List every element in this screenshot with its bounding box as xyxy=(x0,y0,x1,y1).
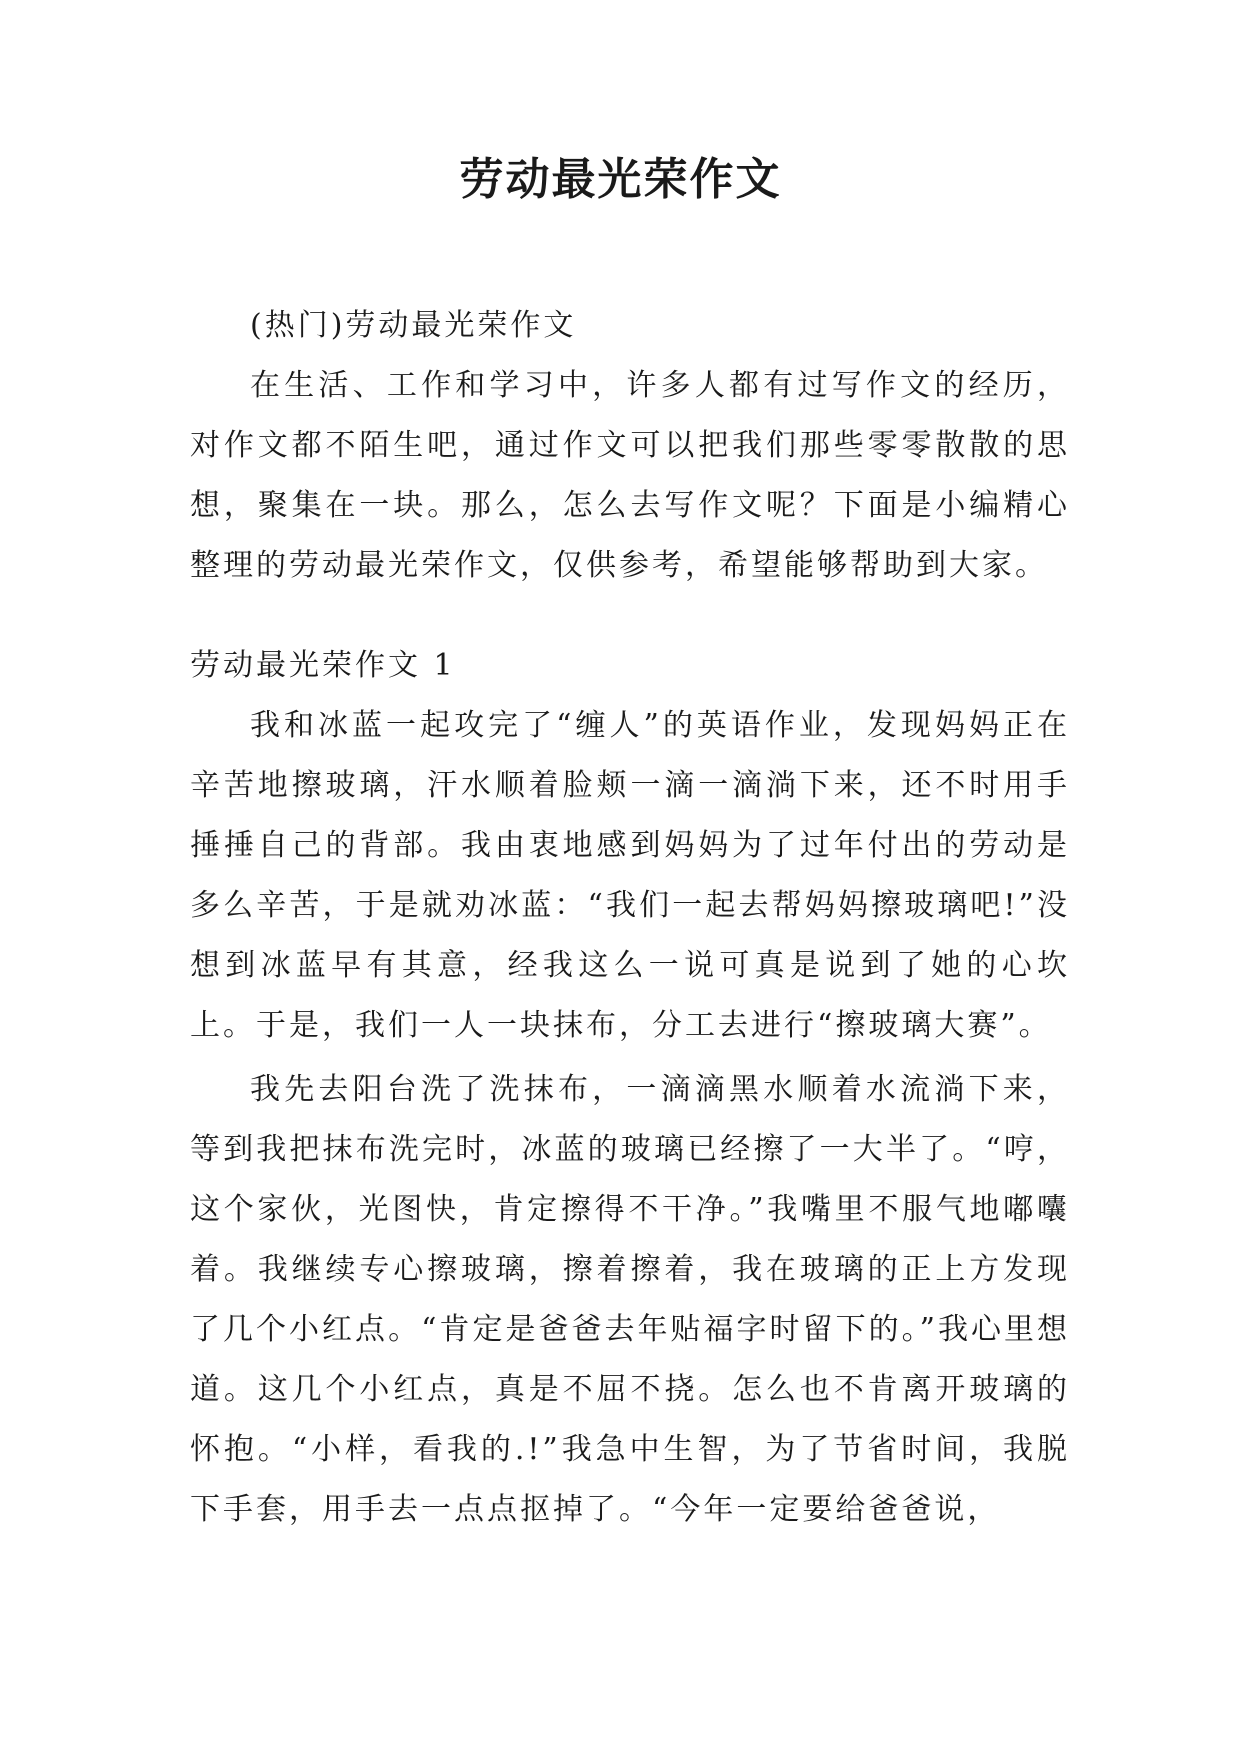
body-paragraph: 我先去阳台洗了洗抹布，一滴滴黑水顺着水流淌下来，等到我把抹布洗完时，冰蓝的玻璃已经擦了一大半了。“哼，这个家伙，光图快，肯定擦得不干净。”我嘴里不服气地嘟囔着。我继续专心擦玻璃，擦着擦着，我在玻璃的正上方发现了几个小红点。“肯定是爸爸去年贴福字时留下的。”我心里想道。这几个小红点，真是不屈不挠。怎么也不肯离开玻璃的怀抱。“小样，看我的.!”我急中生智，为了节省时间，我脱下手套，用手去一点点抠掉了。“今年一定要给爸爸说， xyxy=(190,1072,1070,1527)
document-subtitle: (热门)劳动最光荣作文 xyxy=(250,308,577,343)
intro-paragraph: 在生活、工作和学习中，许多人都有过写作文的经历，对作文都不陌生吧，通过作文可以把我们那些零零散散的思想，聚集在一块。那么，怎么去写作文呢？下面是小编精心整理的劳动最光荣作文，仅供参考，希望能够帮助到大家。 xyxy=(190,368,1070,583)
body-paragraph: 我和冰蓝一起攻完了“缠人”的英语作业，发现妈妈正在辛苦地擦玻璃，汗水顺着脸颊一滴一滴淌下来，还不时用手捶捶自己的背部。我由衷地感到妈妈为了过年付出的劳动是多么辛苦，于是就劝冰蓝：“我们一起去帮妈妈擦玻璃吧!”没想到冰蓝早有其意，经我这么一说可真是说到了她的心坎上。于是，我们一人一块抹布，分工去进行“擦玻璃大赛”。 xyxy=(190,708,1070,1043)
document-body xyxy=(190,296,1070,1540)
section-heading: 劳动最光荣作文 1 xyxy=(190,648,456,683)
document-title: 劳动最光荣作文 xyxy=(459,154,782,205)
